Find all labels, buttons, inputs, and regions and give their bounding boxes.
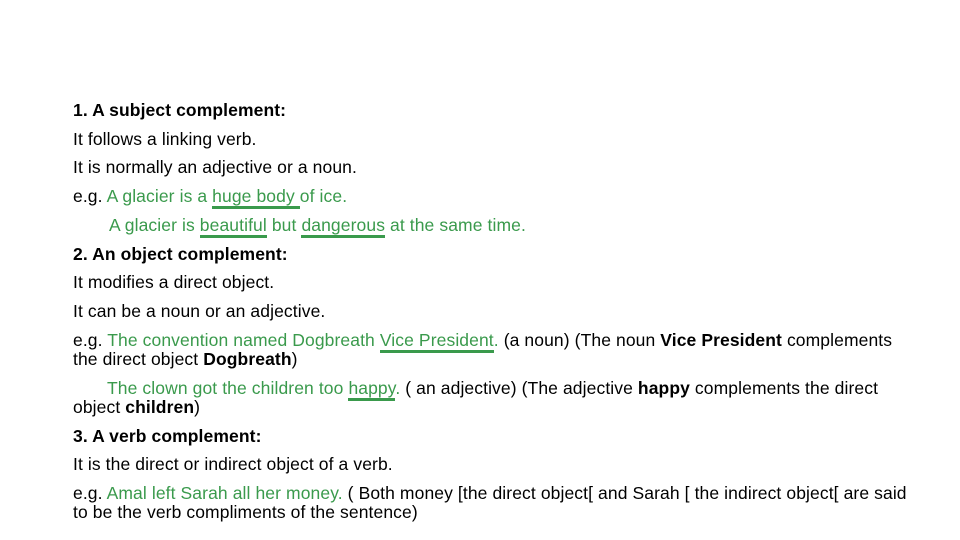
text-line: It can be a noun or an adjective. bbox=[73, 300, 326, 321]
underlined-complement: happy bbox=[348, 378, 395, 401]
text-line: It follows a linking verb. bbox=[73, 128, 257, 149]
example-paragraph: e.g. The convention named Dogbreath Vice President. (a noun) (The noun Vice President complements the direct object Dogbreath) bbox=[73, 329, 893, 369]
example-paragraph: e.g. Amal left Sarah all her money. ( Both money [the direct object[ and Sarah [ the indirect object[ are said to be the verb compliments of the sentence) bbox=[73, 483, 907, 523]
example-line: A glacier is beautiful but dangerous at the same time. bbox=[73, 211, 913, 240]
text-line: It is the direct or indirect object of a verb. bbox=[73, 454, 393, 475]
section-heading-verb-complement: 3. A verb complement: bbox=[73, 425, 262, 446]
slide-body bbox=[73, 96, 913, 527]
underlined-complement: dangerous bbox=[301, 215, 385, 238]
text-line: It is normally an adjective or a noun. bbox=[73, 157, 357, 178]
example-line: e.g. A glacier is a huge body of ice. bbox=[73, 182, 913, 211]
example-paragraph: The clown got the children too happy. ( an adjective) (The adjective happy complements the direct object children) bbox=[73, 377, 879, 417]
underlined-complement: beautiful bbox=[200, 215, 267, 238]
section-heading-subject-complement: 1. A subject complement: bbox=[73, 100, 287, 120]
section-heading-object-complement: 2. An object complement: bbox=[73, 243, 288, 264]
text-line: It modifies a direct object. bbox=[73, 272, 275, 293]
underlined-complement: Vice President bbox=[380, 330, 494, 353]
underlined-complement: huge body bbox=[212, 186, 300, 209]
